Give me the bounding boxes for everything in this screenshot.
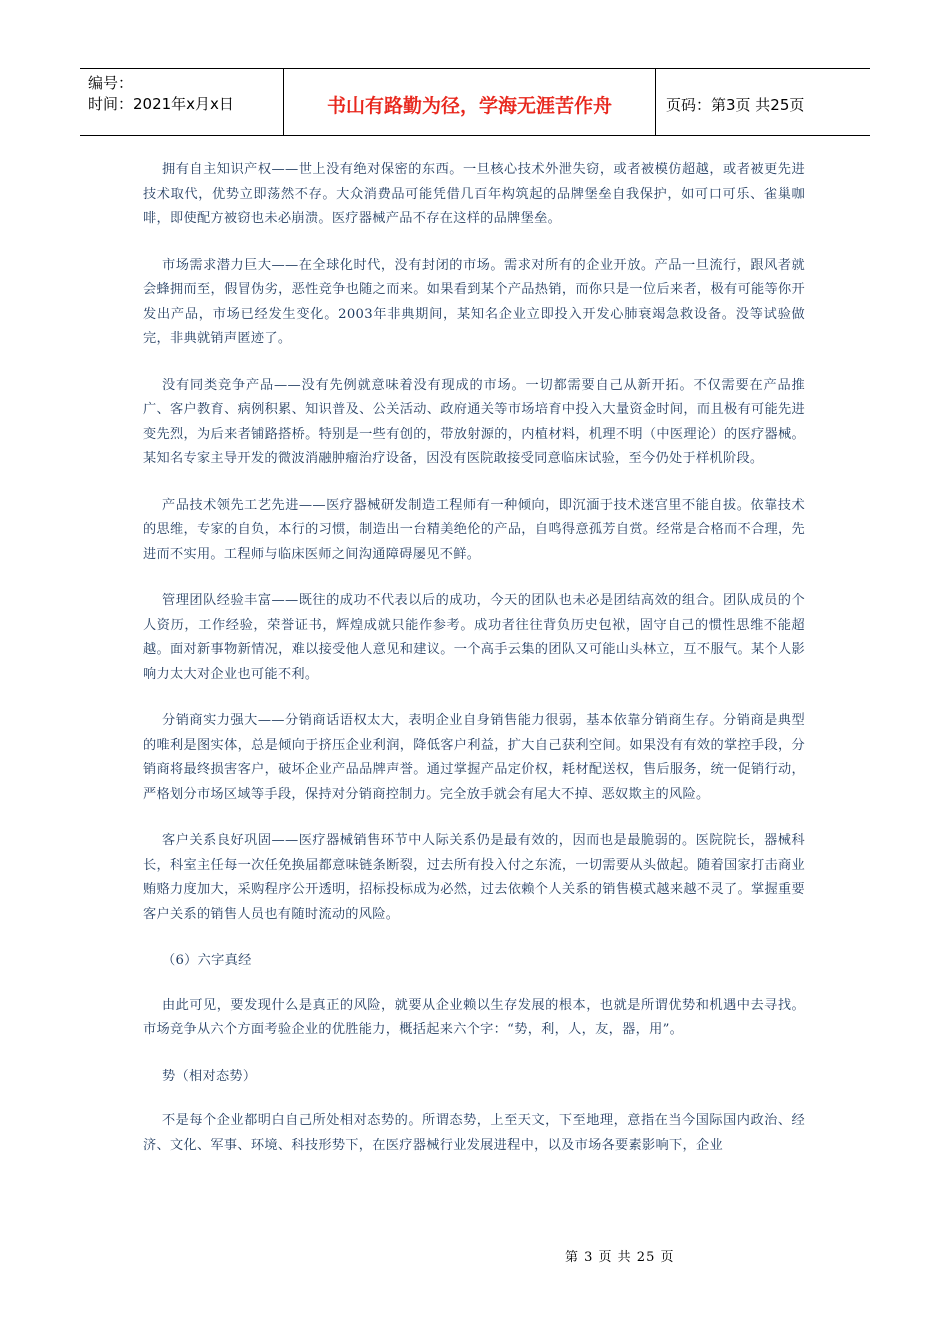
section-heading-situation: 势（相对态势）	[162, 1068, 257, 1084]
paragraph-situation: 不是每个企业都明白自己所处相对态势的。所谓态势，上至天文，下至地理，意指在当今国际国内政治、经济、文化、军事、环境、科技形势下，在医疗器械行业发展进程中，以及市场各要素影响下，企业	[143, 1113, 805, 1153]
paragraph-customer-relations: 客户关系良好巩固——医疗器械销售环节中人际关系仍是最有效的，因而也是最脆弱的。医院院长，器械科长，科室主任每一次任免换届都意味链条断裂，过去所有投入付之东流，一切需要从头做起。随着国家打击商业贿赂力度加大，采购程序公开透明，招标投标成为必然，过去依赖个人关系的销售模式越来越不灵了。掌握重要客户关系的销售人员也有随时流动的风险。	[143, 833, 805, 922]
page-header	[80, 68, 870, 136]
paragraph-distributor: 分销商实力强大——分销商话语权太大，表明企业自身销售能力很弱，基本依靠分销商生存。分销商是典型的唯利是图实体，总是倾向于挤压企业利润，降低客户利益，扩大自己获利空间。如果没有有效的掌控手段，分销商将最终损害客户，破坏企业产品品牌声誉。通过掌握产品定价权，耗材配送权，售后服务，统一促销行动，严格划分市场区域等手段，保持对分销商控制力。完全放手就会有尾大不掉、恶奴欺主的风险。	[143, 713, 805, 802]
header-motto: 书山有路勤为径，学海无涯苦作舟	[326, 94, 612, 117]
page-footer	[0, 1246, 950, 1265]
paragraph-market-demand: 市场需求潜力巨大——在全球化时代，没有封闭的市场。需求对所有的企业开放。产品一旦流行，跟风者就会蜂拥而至，假冒伪劣，恶性竞争也随之而来。如果看到某个产品热销，而你只是一位后来者，极有可能等你开发出产品，市场已经发生变化。2003年非典期间，某知名企业立即投入开发心肺衰竭急救设备。没等试验做完，非典就销声匿迹了。	[143, 257, 805, 346]
header-motto-cell	[284, 69, 656, 135]
footer-page-number: 第 3 页 共 25 页	[565, 1250, 675, 1265]
paragraph-technology-leading: 产品技术领先工艺先进——医疗器械研发制造工程师有一种倾向，即沉湎于技术迷宫里不能自拔。依靠技术的思维，专家的自负，本行的习惯，制造出一台精美绝伦的产品，自鸣得意孤芳自赏。经常是合格而不合理，先进而不实用。工程师与临床医师之间沟通障碍屡见不鲜。	[143, 497, 805, 562]
header-page-cell	[656, 69, 870, 135]
section-heading-six-words: （6）六字真经	[162, 953, 252, 968]
document-time-label: 时间：2021年x月x日	[88, 95, 234, 113]
document-body	[143, 158, 805, 1180]
paragraph-six-words-summary: 由此可见，要发现什么是真正的风险，就要从企业赖以生存发展的根本，也就是所谓优势和机遇中去寻找。市场竞争从六个方面考验企业的优胜能力，概括起来六个字：“势，利，人，友，器，用”。	[143, 997, 805, 1037]
header-left-cell	[80, 69, 284, 135]
paragraph-no-competition: 没有同类竞争产品——没有先例就意味着没有现成的市场。一切都需要自己从新开拓。不仅需要在产品推广、客户教育、病例积累、知识普及、公关活动、政府通关等市场培育中投入大量资金时间，而且极有可能先进变先烈，为后来者铺路搭桥。特别是一些有创的，带放射源的，内植材料，机理不明（中医理论）的医疗器械。某知名专家主导开发的微波消融肿瘤治疗设备，因没有医院敢接受同意临床试验，至今仍处于样机阶段。	[143, 377, 805, 466]
document-number-label: 编号：	[88, 74, 134, 92]
paragraph-management-team: 管理团队经验丰富——既往的成功不代表以后的成功，今天的团队也未必是团结高效的组合。团队成员的个人资历，工作经验，荣誉证书，辉煌成就只能作参考。成功者往往背负历史包袱，固守自己的惯性思维不能超越。面对新事物新情况，难以接受他人意见和建议。一个高手云集的团队又可能山头林立，互不服气。某个人影响力太大对企业也可能不利。	[143, 593, 805, 682]
paragraph-intellectual-property: 拥有自主知识产权——世上没有绝对保密的东西。一旦核心技术外泄失窃，或者被模仿超越，或者被更先进技术取代，优势立即荡然不存。大众消费品可能凭借几百年构筑起的品牌堡垒自我保护，如可口可乐、雀巢咖啡，即使配方被窃也未必崩溃。医疗器械产品不存在这样的品牌堡垒。	[143, 162, 805, 226]
header-page-info: 页码：第3页 共25页	[666, 95, 805, 114]
